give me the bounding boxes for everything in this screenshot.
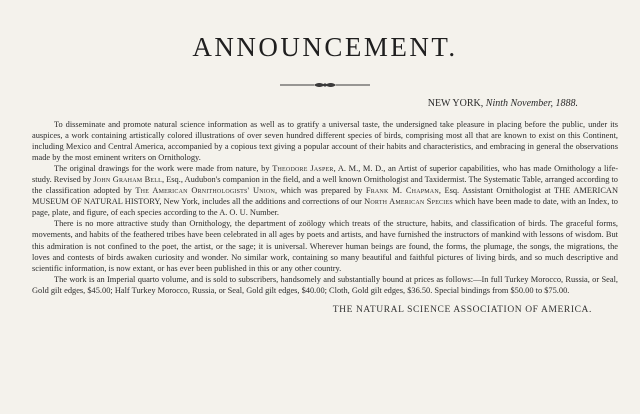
- dateline-date: Ninth November, 1888.: [485, 98, 578, 109]
- paragraph-text: , which was prepared by: [275, 186, 366, 196]
- paragraph-intro: To disseminate and promote natural science information as well as to gratify a universal taste, the undersigned take pleasure in placing before the public, under its auspices, a work containing artistically colored illustrations of over seven hundred different species of birds, comprising most all that are known to exist on this Continent, including Mexico and Central America, accompanied by a copious text giving a popular account of their habits and characteristics, and embracing in general the observations made by the most eminent writers on Ornithology.: [32, 120, 618, 163]
- signature: THE NATURAL SCIENCE ASSOCIATION OF AMERICA.: [332, 304, 592, 315]
- union-name: The American Ornithologists' Union: [135, 186, 276, 196]
- artist-name: Theodore Jasper: [272, 164, 334, 174]
- paragraph-text: , Esq., Audubon's companion in the field, and a well known Ornithologist and Taxidermist. The Systematic Table, arranged according to the classification adopted by: [32, 175, 618, 196]
- paragraph-pricing: The work is an Imperial quarto volume, and is sold to subscribers, handsomely and substantially bound at prices as follows:—In full Turkey Morocco, Russia, or Seal, Gold gilt edges, $45.00; Half Turkey Morocco, Russia, or Seal, Gold gilt edges, $40.00; Cloth, Gold gilt edges, $36.50. Special bindings from $50.00 to $75.00.: [32, 274, 618, 295]
- paragraph-ornithology: There is no more attractive study than Ornithology, the department of zoölogy which treats of the structure, habits, and classification of birds. The graceful forms, movements, and habits of the feathered tribes have been celebrated in all ages by poets and artists, and have furnished the instructors of mankind with lessons of wisdom. But this admiration is not confined to the poet, the artist, or the sage; it is universal. Wherever human beings are found, the forms, the plumage, the songs, the migrations, the loves and contests of birds awaken curiosity and wonder. No similar work, containing so many beautiful and faithful pictures of living birds, and so much descriptive and scientific information, is now extant, or has ever been published in this or any other country.: [32, 219, 618, 273]
- decorative-rule-icon: [32, 81, 618, 89]
- paragraph-text: The original drawings for the work were made from nature, by: [54, 164, 273, 174]
- dateline-place: NEW YORK,: [427, 98, 484, 109]
- dateline: [32, 98, 618, 109]
- paragraph-text: , A. M., M. D., an Artist of superior capabilities, who has made Ornithology a life-study. Revised by: [32, 164, 618, 185]
- species-name: North American Species: [364, 197, 453, 207]
- paragraph-drawings: [32, 163, 618, 218]
- paragraph-text: , Esq. Assistant Ornithologist at THE AMERICAN MUSEUM OF NATURAL HISTORY, New York, includes all the additions and corrections of our: [32, 186, 618, 207]
- reviser-name: John Graham Bell: [93, 175, 162, 185]
- ornithologist-name: Frank M. Chapman: [365, 186, 439, 196]
- paragraph-text: which have been made to date, with an Index, to page, plate, and figure, of each species according to the A. O. U. Number.: [32, 197, 618, 218]
- announcement-body: [32, 119, 618, 296]
- page-title: ANNOUNCEMENT.: [192, 32, 458, 62]
